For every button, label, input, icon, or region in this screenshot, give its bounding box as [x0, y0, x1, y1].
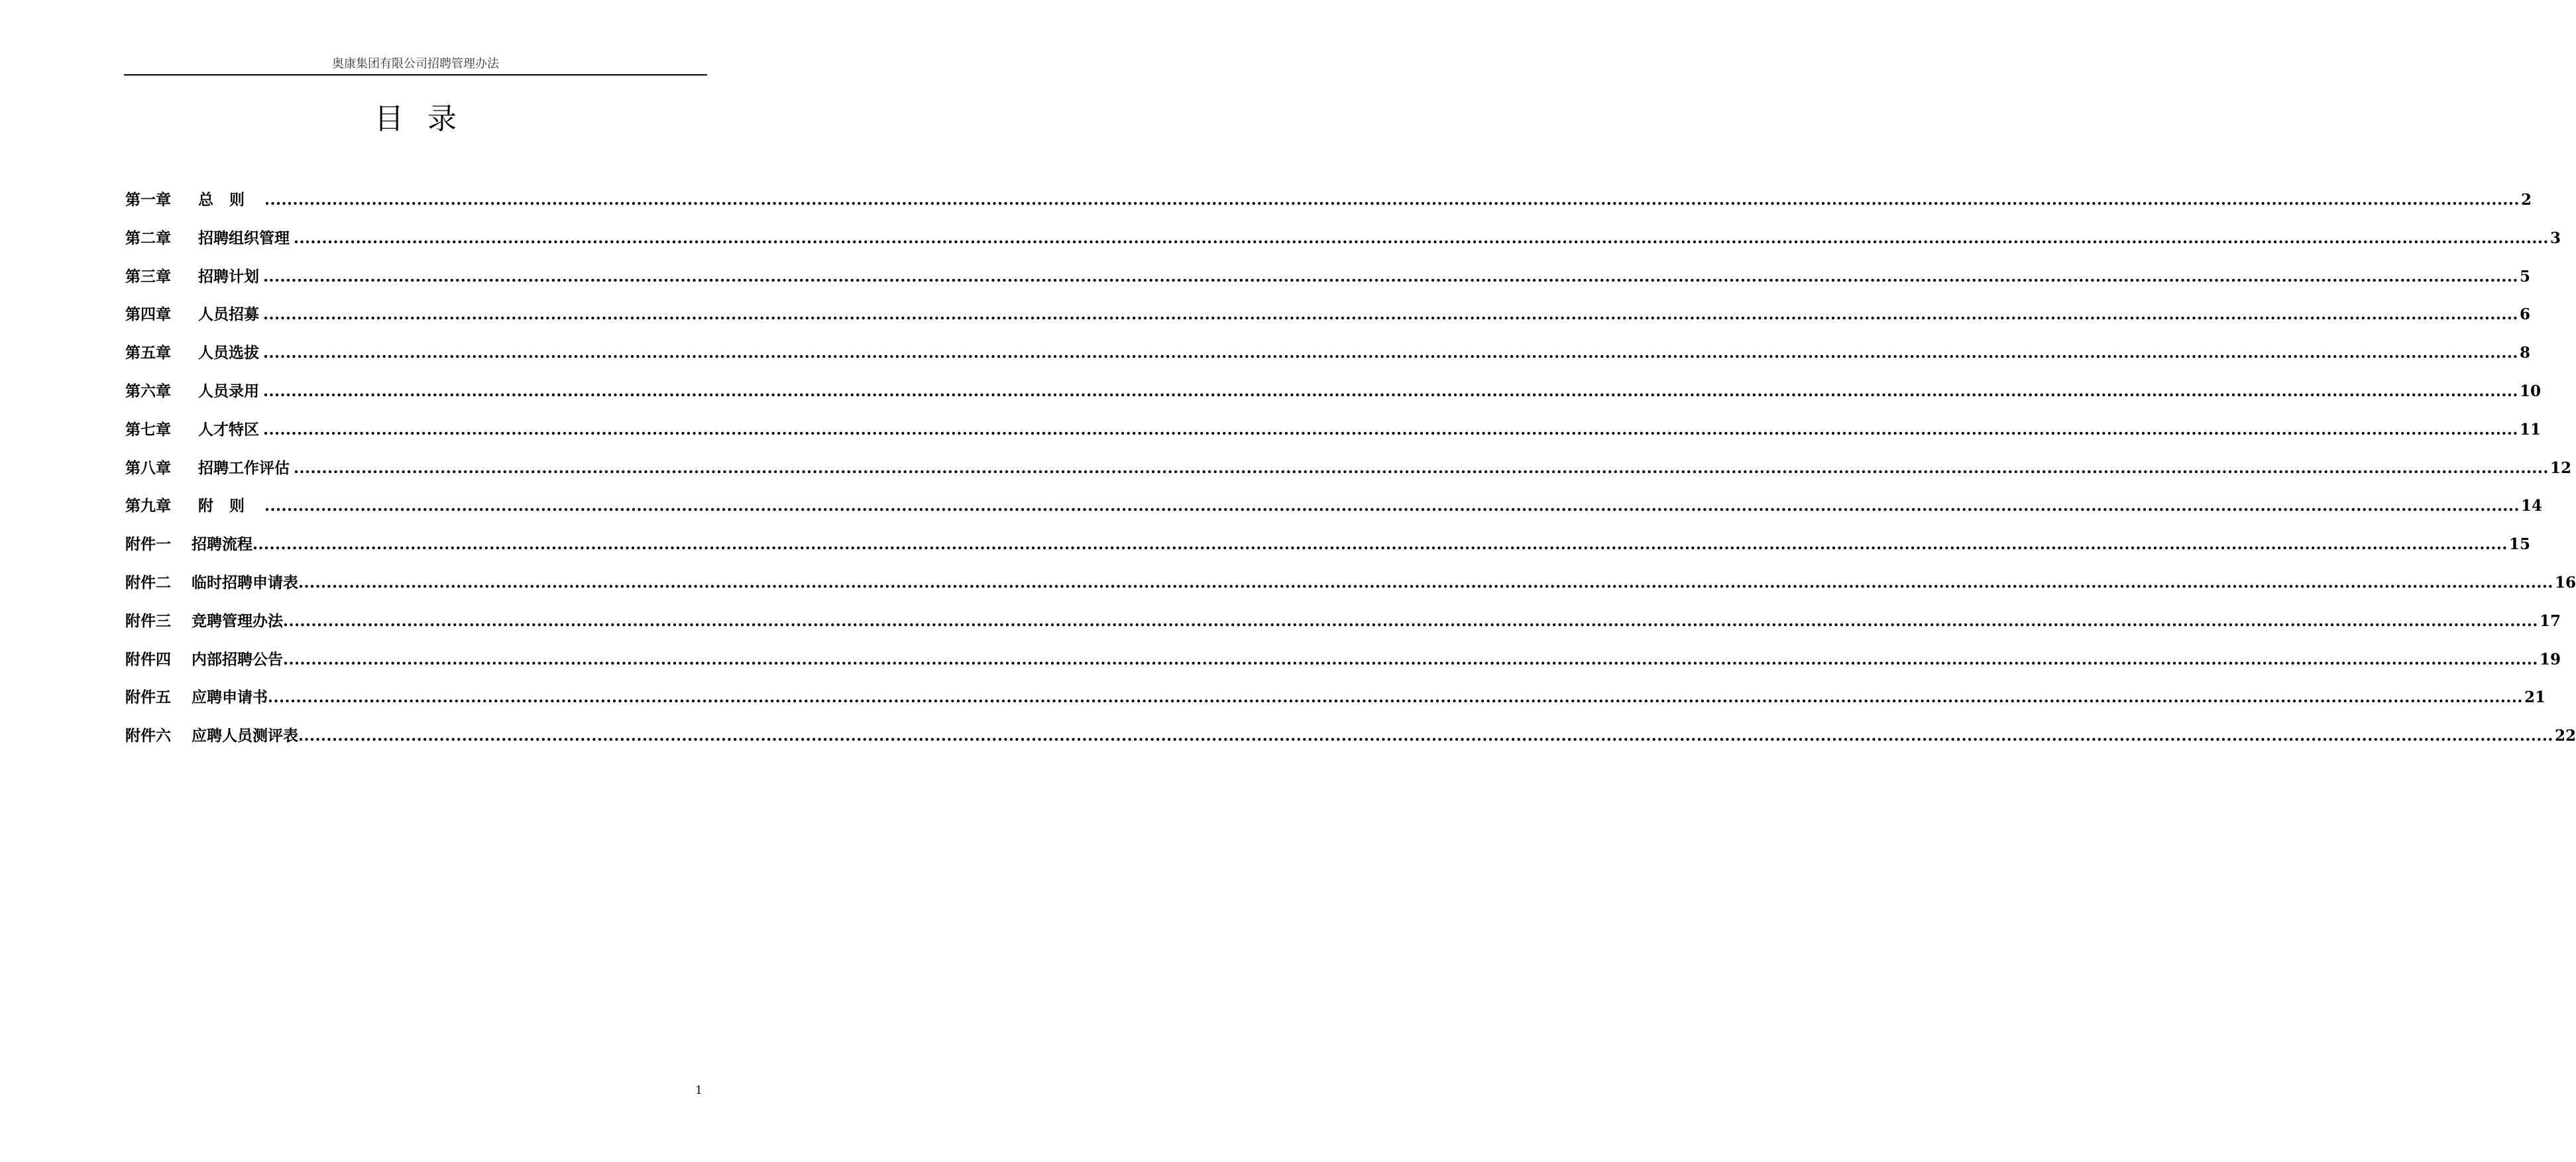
- toc-chapter-label: 第七章: [125, 420, 171, 439]
- toc-dot-leader: ................................................................................................................................................................................................................................................................................................................................................................................................................: [298, 573, 2553, 592]
- toc-entry[interactable]: [125, 456, 2571, 494]
- toc-dot-leader: ................................................................................................................................................................................................................................................................................................................................................................................................................: [263, 305, 2518, 324]
- toc-chapter-label: 第三章: [125, 267, 171, 286]
- toc-section-title: 总则: [198, 191, 260, 209]
- toc-entry[interactable]: [125, 187, 2532, 226]
- toc-chapter-label: 第八章: [125, 458, 171, 477]
- toc-page-number: 12: [2549, 458, 2571, 477]
- toc-page-number: 2: [2520, 191, 2532, 209]
- toc-section-title: 临时招聘申请表: [192, 573, 298, 592]
- toc-page-number: 22: [2554, 727, 2576, 745]
- toc-entry[interactable]: [125, 532, 2530, 570]
- toc-chapter-label: 附件四: [125, 650, 171, 668]
- toc-page-number: 8: [2519, 344, 2530, 362]
- toc-dot-leader: ................................................................................................................................................................................................................................................................................................................................................................................................................: [264, 497, 2520, 515]
- toc-page-number: 11: [2519, 420, 2541, 439]
- toc-entry[interactable]: [125, 379, 2541, 417]
- toc-entry[interactable]: [125, 302, 2530, 341]
- toc-page-number: 16: [2554, 573, 2576, 592]
- toc-section-title: 招聘流程: [192, 535, 252, 554]
- toc-dot-leader: ................................................................................................................................................................................................................................................................................................................................................................................................................: [264, 191, 2520, 209]
- toc-page-number: 15: [2508, 535, 2530, 554]
- toc-dot-leader: ................................................................................................................................................................................................................................................................................................................................................................................................................: [298, 727, 2553, 745]
- toc-chapter-label: 第一章: [125, 191, 171, 209]
- toc-dot-leader: ................................................................................................................................................................................................................................................................................................................................................................................................................: [263, 267, 2518, 286]
- toc-page-number: 19: [2539, 650, 2561, 668]
- page-number: 1: [695, 1084, 702, 1097]
- toc-page-number: 6: [2519, 305, 2530, 324]
- toc-chapter-label: 第九章: [125, 497, 171, 515]
- table-of-contents: [125, 187, 2576, 762]
- toc-chapter-label: 附件三: [125, 611, 171, 630]
- toc-entry[interactable]: [125, 341, 2530, 379]
- toc-chapter-label: 附件六: [125, 727, 171, 745]
- toc-section-title: 应聘申请书: [192, 688, 268, 707]
- toc-entry[interactable]: [125, 264, 2530, 303]
- toc-entry[interactable]: [125, 723, 2576, 762]
- toc-entry[interactable]: [125, 570, 2576, 609]
- toc-chapter-label: 第四章: [125, 305, 171, 324]
- toc-section-title: 人员招募: [198, 305, 259, 324]
- toc-dot-leader: ................................................................................................................................................................................................................................................................................................................................................................................................................: [294, 458, 2549, 477]
- toc-dot-leader: ................................................................................................................................................................................................................................................................................................................................................................................................................: [263, 420, 2518, 439]
- toc-dot-leader: ................................................................................................................................................................................................................................................................................................................................................................................................................: [263, 382, 2518, 400]
- toc-entry[interactable]: [125, 647, 2561, 686]
- toc-section-title: 人员录用: [198, 382, 259, 400]
- toc-section-title: 应聘人员测评表: [192, 727, 298, 745]
- header-rule: [124, 74, 707, 76]
- toc-chapter-label: 第六章: [125, 382, 171, 400]
- toc-section-title: 人才特区: [198, 420, 259, 439]
- toc-section-title: 内部招聘公告: [192, 650, 283, 668]
- toc-dot-leader: ................................................................................................................................................................................................................................................................................................................................................................................................................: [263, 344, 2518, 362]
- toc-dot-leader: ................................................................................................................................................................................................................................................................................................................................................................................................................: [283, 611, 2538, 630]
- toc-entry[interactable]: [125, 685, 2546, 723]
- toc-entry[interactable]: [125, 609, 2561, 647]
- toc-chapter-label: 第二章: [125, 229, 171, 247]
- toc-entry[interactable]: [125, 226, 2561, 264]
- toc-page-number: 17: [2539, 611, 2561, 630]
- toc-section-title: 招聘计划: [198, 267, 259, 286]
- toc-section-title: 招聘组织管理: [198, 229, 290, 247]
- toc-section-title: 招聘工作评估: [198, 458, 290, 477]
- toc-entry[interactable]: [125, 494, 2542, 532]
- toc-dot-leader: ................................................................................................................................................................................................................................................................................................................................................................................................................: [283, 650, 2538, 668]
- toc-dot-leader: ................................................................................................................................................................................................................................................................................................................................................................................................................: [268, 688, 2523, 707]
- toc-page-number: 21: [2524, 688, 2546, 707]
- toc-title: 目录: [374, 102, 480, 136]
- toc-chapter-label: 第五章: [125, 344, 171, 362]
- running-header: 奥康集团有限公司招聘管理办法: [332, 57, 499, 71]
- toc-page-number: 5: [2519, 267, 2530, 286]
- toc-section-title: 竞聘管理办法: [192, 611, 283, 630]
- toc-section-title: 附则: [198, 497, 260, 515]
- toc-page-number: 3: [2549, 229, 2561, 247]
- toc-section-title: 人员选拔: [198, 344, 259, 362]
- toc-page-number: 10: [2519, 382, 2541, 400]
- toc-chapter-label: 附件五: [125, 688, 171, 707]
- toc-dot-leader: ................................................................................................................................................................................................................................................................................................................................................................................................................: [252, 535, 2508, 554]
- toc-entry[interactable]: [125, 417, 2541, 456]
- toc-dot-leader: ................................................................................................................................................................................................................................................................................................................................................................................................................: [294, 229, 2549, 247]
- toc-chapter-label: 附件一: [125, 535, 171, 554]
- toc-page-number: 14: [2520, 497, 2542, 515]
- toc-chapter-label: 附件二: [125, 573, 171, 592]
